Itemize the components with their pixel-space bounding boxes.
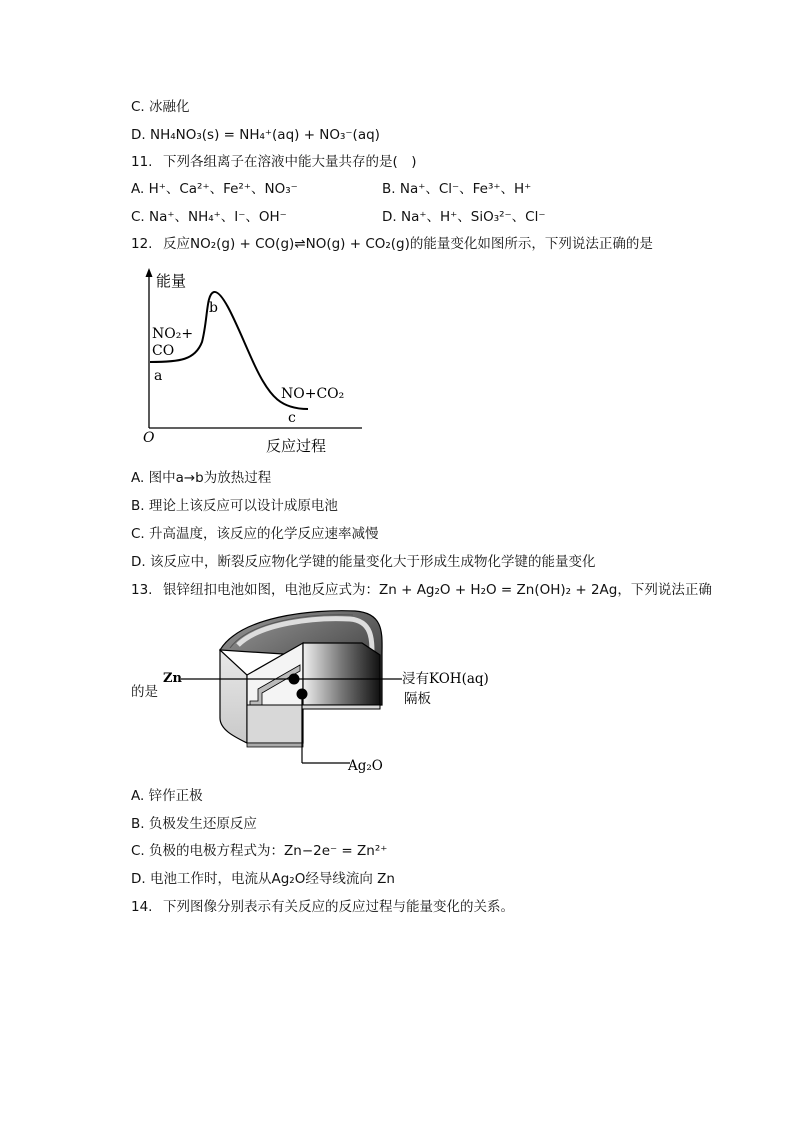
q13-option-b: B. 负极发生还原反应	[131, 816, 257, 832]
q13-number: 13.	[131, 582, 153, 598]
battery-base-edge	[247, 743, 303, 747]
y-axis-arrow	[146, 268, 153, 277]
point-a-label: a	[154, 368, 163, 384]
battery-left-side	[220, 650, 247, 743]
q11-number: 11.	[131, 154, 153, 170]
q13-stem	[131, 581, 712, 599]
q12-option-b: B. 理论上该反应可以设计成原电池	[131, 498, 338, 514]
battery-cut-face-right	[303, 643, 380, 705]
q10-option-d: D. NH₄NO₃(s) = NH₄⁺(aq) + NO₃⁻(aq)	[131, 127, 380, 143]
y-axis-label: 能量	[156, 272, 187, 290]
q12-option-c: C. 升高温度，该反应的化学反应速率减慢	[131, 526, 379, 542]
energy-profile-diagram	[140, 264, 370, 460]
q11-stem-text: 下列各组离子在溶液中能大量共存的是( )	[163, 154, 417, 170]
q14-stem-text: 下列图像分别表示有关反应的反应过程与能量变化的关系。	[163, 899, 514, 915]
q13-stem-end: 的是	[131, 684, 158, 700]
q11-stem	[131, 153, 417, 171]
q13-option-a: A. 锌作正极	[131, 788, 203, 804]
q13-option-c: C. 负极的电极方程式为：Zn−2e⁻ = Zn²⁺	[131, 843, 388, 859]
q10-option-c: C. 冰融化	[131, 99, 190, 115]
q12-option-a: A. 图中a→b为放热过程	[131, 470, 272, 486]
point-c-label: c	[288, 410, 296, 426]
origin-label: O	[143, 430, 155, 446]
q12-number: 12.	[131, 236, 153, 252]
reactant-label-line2: CO	[152, 343, 175, 359]
q14-number: 14.	[131, 899, 153, 915]
q13-option-d: D. 电池工作时，电流从Ag₂O经导线流向 Zn	[131, 871, 395, 887]
button-battery-diagram	[150, 605, 510, 785]
x-axis-label: 反应过程	[266, 437, 327, 455]
zn-label: Zn	[163, 671, 182, 686]
q11-row1	[131, 180, 298, 198]
q13-stem-text: 银锌纽扣电池如图，电池反应式为：Zn + Ag₂O + H₂O = Zn(OH)₂ + 2Ag，下列说法正确	[163, 582, 712, 598]
q11-option-b: B. Na⁺、Cl⁻、Fe³⁺、H⁺	[382, 181, 532, 197]
koh-label: 浸有KOH(aq)	[402, 671, 489, 687]
product-label: NO+CO₂	[281, 386, 345, 402]
q12-option-d: D. 该反应中，断裂反应物化学键的能量变化大于形成生成物化学键的能量变化	[131, 554, 596, 570]
separator-label: 隔板	[404, 691, 431, 707]
q11-option-d: D. Na⁺、H⁺、SiO₃²⁻、Cl⁻	[382, 209, 546, 225]
reactant-label-line1: NO₂+	[152, 326, 194, 342]
ag2o-label: Ag₂O	[348, 758, 383, 774]
battery-bottom-shell	[247, 705, 380, 743]
q12-stem	[131, 235, 653, 253]
q12-stem-text: 反应NO₂(g) + CO(g)⇌NO(g) + CO₂(g)的能量变化如图所示，下列说法正确的是	[163, 236, 653, 252]
q11-option-c: C. Na⁺、NH₄⁺、I⁻、OH⁻	[131, 209, 287, 225]
point-b-label: b	[209, 300, 218, 316]
q11-option-a: A. H⁺、Ca²⁺、Fe²⁺、NO₃⁻	[131, 181, 298, 197]
q14-stem	[131, 898, 514, 916]
